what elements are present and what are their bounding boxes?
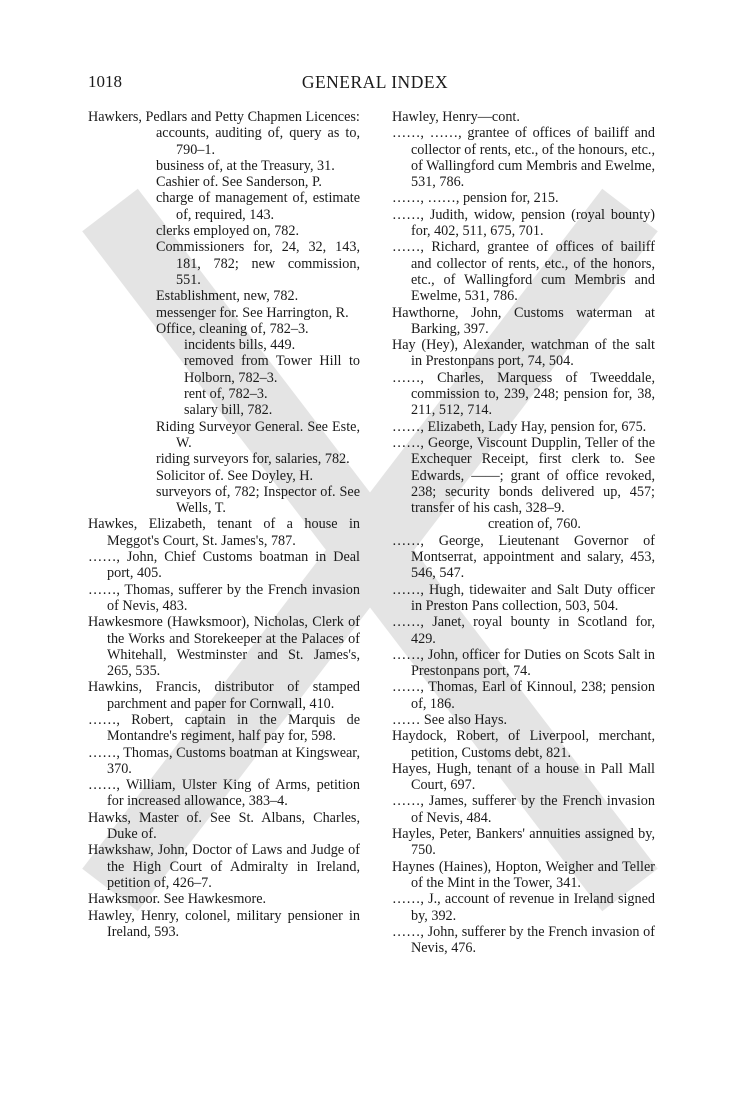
page-number: 1018: [88, 72, 122, 91]
index-entry: ……, Elizabeth, Lady Hay, pension for, 675.: [392, 418, 647, 435]
index-entry: removed from Tower Hill to Holborn, 782–3.: [184, 353, 360, 386]
index-entry: Office, cleaning of, 782–3.: [156, 320, 309, 337]
index-entry: incidents bills, 449.: [184, 337, 296, 354]
index-entry: Establishment, new, 782.: [156, 288, 299, 305]
index-entry: ……, ……, grantee of offices of bailiff and collector of rents, etc., of the honours, etc., of Wallingford cum Membris and Ewelme, 531, 786.: [392, 125, 655, 191]
index-entry: Solicitor of. See Doyley, H.: [156, 467, 314, 484]
index-entry: ……, George, Lieutenant Governor of Montserrat, appointment and salary, 453, 546, 547.: [392, 532, 655, 582]
index-entry: Hawkers, Pedlars and Petty Chapmen Licences:: [88, 109, 360, 125]
index-entry: ……, Richard, grantee of offices of bailiff and collector of rents, etc., of the honors, etc., of Wallingford cum Membris and Ewelme, 531, 786.: [392, 239, 655, 305]
right-column: [392, 109, 655, 956]
index-entry: Hawkes, Elizabeth, tenant of a house in Meggot's Court, St. James's, 787.: [88, 516, 360, 549]
index-entry: surveyors of, 782; Inspector of. See Wells, T.: [156, 483, 360, 517]
index-entry: Riding Surveyor General. See Este, W.: [156, 418, 360, 451]
index-entry: creation of, 760.: [488, 516, 581, 533]
index-entry: ……, Thomas, Earl of Kinnoul, 238; pension of, 186.: [392, 679, 655, 712]
index-entry: Hawkshaw, John, Doctor of Laws and Judge of the High Court of Admiralty in Ireland, petition of, 426–7.: [88, 842, 360, 891]
index-entry: Cashier of. See Sanderson, P.: [156, 174, 322, 191]
index-entry: Hawley, Henry, colonel, military pensioner in Ireland, 593.: [88, 907, 360, 940]
index-entry: ……, James, sufferer by the French invasion of Nevis, 484.: [392, 793, 655, 826]
index-entry: rent of, 782–3.: [184, 386, 268, 403]
index-entry: accounts, auditing of, query as to, 790–1.: [156, 125, 360, 158]
index-entry: salary bill, 782.: [184, 402, 273, 419]
index-entry: Hawthorne, John, Customs waterman at Barking, 397.: [392, 304, 655, 337]
index-entry: Haynes (Haines), Hopton, Weigher and Teller of the Mint in the Tower, 341.: [392, 858, 655, 891]
index-entry: Hawkins, Francis, distributor of stamped parchment and paper for Cornwall, 410.: [88, 679, 360, 712]
index-entry: ……, Hugh, tidewaiter and Salt Duty officer in Preston Pans collection, 503, 504.: [392, 581, 655, 614]
index-entry: ……, ……, pension for, 215.: [392, 190, 559, 207]
index-entry: Hayes, Hugh, tenant of a house in Pall Mall Court, 697.: [392, 760, 655, 794]
index-entry: …… See also Hays.: [392, 711, 508, 728]
index-entry: Hawkesmore (Hawksmoor), Nicholas, Clerk of the Works and Storekeeper at the Palaces of Whitehall, Westminster and St. James's, 265, 535.: [88, 614, 360, 680]
index-entry: clerks employed on, 782.: [156, 223, 300, 240]
index-entry: ……, J., account of revenue in Ireland signed by, 392.: [392, 891, 655, 924]
index-entry: ……, John, officer for Duties on Scots Salt in Prestonpans port, 74.: [392, 646, 655, 680]
index-entry: Hay (Hey), Alexander, watchman of the salt in Prestonpans port, 74, 504.: [392, 337, 655, 370]
index-entry: ……, John, Chief Customs boatman in Deal port, 405.: [88, 549, 360, 582]
left-column: [88, 109, 360, 940]
index-entry: Hawks, Master of. See St. Albans, Charles, Duke of.: [88, 809, 360, 843]
index-entry: Hawksmoor. See Hawkesmore.: [88, 891, 267, 908]
index-entry: Hawley, Henry—cont.: [392, 109, 520, 125]
index-entry: ……, Charles, Marquess of Tweeddale, commission to, 239, 248; pension for, 38, 211, 512, 714.: [392, 369, 655, 419]
index-entry: Haydock, Robert, of Liverpool, merchant, petition, Customs debt, 821.: [392, 728, 655, 761]
index-entry: messenger for. See Harrington, R.: [156, 304, 349, 321]
index-entry: ……, John, sufferer by the French invasion of Nevis, 476.: [392, 923, 655, 957]
index-entry: riding surveyors for, salaries, 782.: [156, 451, 350, 468]
index-entry: ……, George, Viscount Dupplin, Teller of the Exchequer Receipt, first clerk to. See Edwards, ——; grant of office revoked, 238; security bonds delivered up, 457; transfer of his cash, 328–9.: [392, 434, 655, 517]
running-head: GENERAL INDEX: [301, 72, 449, 92]
index-entry: Commissioners for, 24, 32, 143, 181, 782; new commission, 551.: [156, 239, 360, 288]
index-entry: ……, Judith, widow, pension (royal bounty) for, 402, 511, 675, 701.: [392, 206, 655, 240]
index-entry: ……, Janet, royal bounty in Scotland for, 429.: [392, 614, 655, 647]
index-entry: ……, Thomas, Customs boatman at Kingswear, 370.: [88, 744, 360, 777]
index-entry: charge of management of, estimate of, required, 143.: [156, 190, 360, 223]
index-entry: ……, William, Ulster King of Arms, petition for increased allowance, 383–4.: [88, 777, 360, 810]
index-entry: Hayles, Peter, Bankers' annuities assigned by, 750.: [392, 826, 655, 859]
index-entry: business of, at the Treasury, 31.: [156, 157, 335, 174]
index-entry: ……, Thomas, sufferer by the French invasion of Nevis, 483.: [88, 581, 360, 614]
index-entry: ……, Robert, captain in the Marquis de Montandre's regiment, half pay for, 598.: [88, 711, 360, 745]
page-header: [88, 72, 662, 96]
